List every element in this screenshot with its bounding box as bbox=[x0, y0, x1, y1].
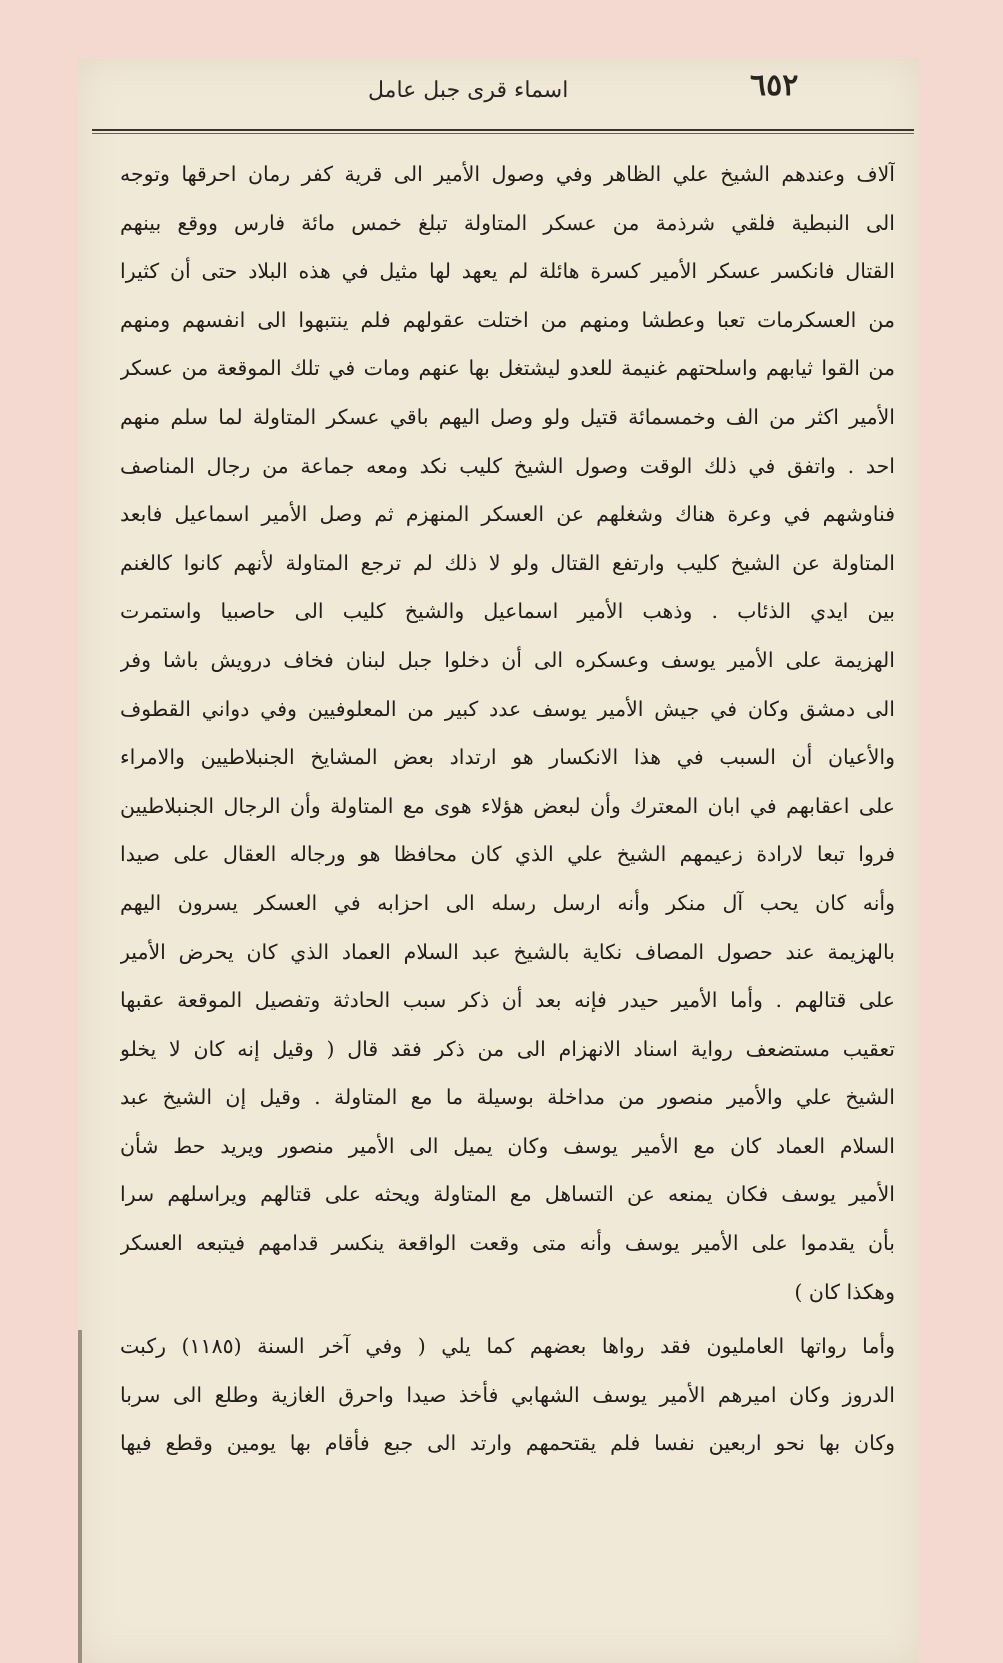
text-line: من القوا ثيابهم واسلحتهم غنيمة للعدو ليشتغل بها عنهم ومات في تلك الموقعة من عسكر bbox=[120, 356, 895, 381]
text-line: بالهزيمة عند حصول المصاف نكاية بالشيخ عبد السلام العماد الذي كان يحرض الأمير bbox=[120, 939, 895, 964]
page-header bbox=[78, 58, 919, 128]
text-line: وهكذا كان ) bbox=[794, 1279, 895, 1304]
text-line: من العسكرمات تعبا وعطشا ومنهم من اختلت عقولهم فلم ينتبهوا الى انفسهم ومنهم bbox=[120, 307, 895, 332]
header-rule bbox=[92, 129, 914, 131]
text-line: فناوشهم في وعرة هناك وشغلهم عن العسكر المنهزم ثم وصل الأمير اسماعيل فابعد bbox=[120, 502, 895, 527]
text-line: وأنه كان يحب آل منكر وأنه ارسل رسله الى احزابه في العسكر يسرون اليهم bbox=[120, 890, 895, 915]
text-line: الأمير يوسف فكان يمنعه عن التساهل مع المتاولة ويحثه على قتالهم ويراسلهم سرا bbox=[120, 1182, 895, 1207]
text-line: الى النبطية فلقي شرذمة من عسكر المتاولة تبلغ خمس مائة فارس ووقع بينهم bbox=[120, 210, 895, 235]
text-line: بين ايدي الذئاب . وذهب الأمير اسماعيل والشيخ كليب الى حاصبيا واستمرت bbox=[120, 599, 895, 624]
text-line: على اعقابهم في ابان المعترك وأن لبعض هؤلاء هوى مع المتاولة وأن الرجال الجنبلاطيين bbox=[120, 793, 895, 818]
text-line: القتال فانكسر عسكر الأمير كسرة هائلة لم يعهد لها مثيل في هذه البلاد حتى أن كثيرا bbox=[120, 259, 895, 284]
text-line: احد . واتفق في ذلك الوقت وصول الشيخ كليب نكد ومعه جماعة من رجال المناصف bbox=[120, 453, 895, 478]
text-line: الهزيمة على الأمير يوسف وعسكره الى أن دخلوا جبل لبنان فخاف درويش باشا وفر bbox=[120, 647, 895, 672]
text-line: السلام العماد كان مع الأمير يوسف وكان يميل الى الأمير منصور ويريد حط شأن bbox=[120, 1133, 895, 1158]
page-fold-shadow bbox=[78, 1330, 82, 1663]
text-line: الشيخ علي والأمير منصور من مداخلة بوسيلة ما مع المتاولة . وقيل إن الشيخ عبد bbox=[120, 1085, 895, 1110]
page-number: ٦٥٢ bbox=[750, 68, 799, 103]
text-line: بأن يقدموا على الأمير يوسف وأنه متى وقعت الواقعة ينكسر قدامهم فيتبعه العسكر bbox=[120, 1231, 895, 1256]
text-line: على قتالهم . وأما الأمير حيدر فإنه بعد أن ذكر سبب الحادثة وتفصيل الموقعة عقبها bbox=[120, 988, 895, 1013]
text-line: آلاف وعندهم الشيخ علي الظاهر وفي وصول الأمير الى قرية كفر رمان احرقها وتوجه bbox=[120, 162, 895, 186]
text-line: تعقيب مستضعف رواية اسناد الانهزام الى من ذكر فقد قال ( وقيل إنه كان لا يخلو bbox=[120, 1036, 895, 1061]
text-line: وكان بها نحو اربعين نفسا فلم يقتحمهم وارتد الى جبع فأقام بها يومين وقطع فيها bbox=[120, 1431, 895, 1456]
body-text bbox=[120, 150, 895, 1468]
text-line: الأمير اكثر من الف وخمسمائة قتيل ولو وصل اليهم باقي عسكر المتاولة لما سلم منهم bbox=[120, 404, 895, 429]
text-line: فروا تبعا لارادة زعيمهم الشيخ علي الذي كان محافظا هو ورجاله العقال على صيدا bbox=[120, 842, 895, 867]
text-line: المتاولة عن الشيخ كليب وارتفع القتال ولو لا ذلك لم ترجع المتاولة لأنهم كانوا كالغنم bbox=[120, 550, 895, 575]
text-line: وأما رواتها العامليون فقد رواها بعضهم كما يلي ( وفي آخر السنة (١١٨٥) ركبت bbox=[120, 1334, 895, 1359]
text-line: الدروز وكان اميرهم الأمير يوسف الشهابي فأخذ صيدا واحرق الغازية وطلع الى سربا bbox=[120, 1382, 895, 1407]
running-title: اسماء قرى جبل عامل bbox=[368, 78, 569, 103]
header-rule-thin bbox=[92, 133, 914, 134]
text-line: والأعيان أن السبب في هذا الانكسار هو ارتداد بعض المشايخ الجنبلاطيين والامراء bbox=[120, 745, 895, 770]
text-line: الى دمشق وكان في جيش الأمير يوسف عدد كبير من المعلوفيين وفي دواني القطوف bbox=[120, 696, 895, 721]
